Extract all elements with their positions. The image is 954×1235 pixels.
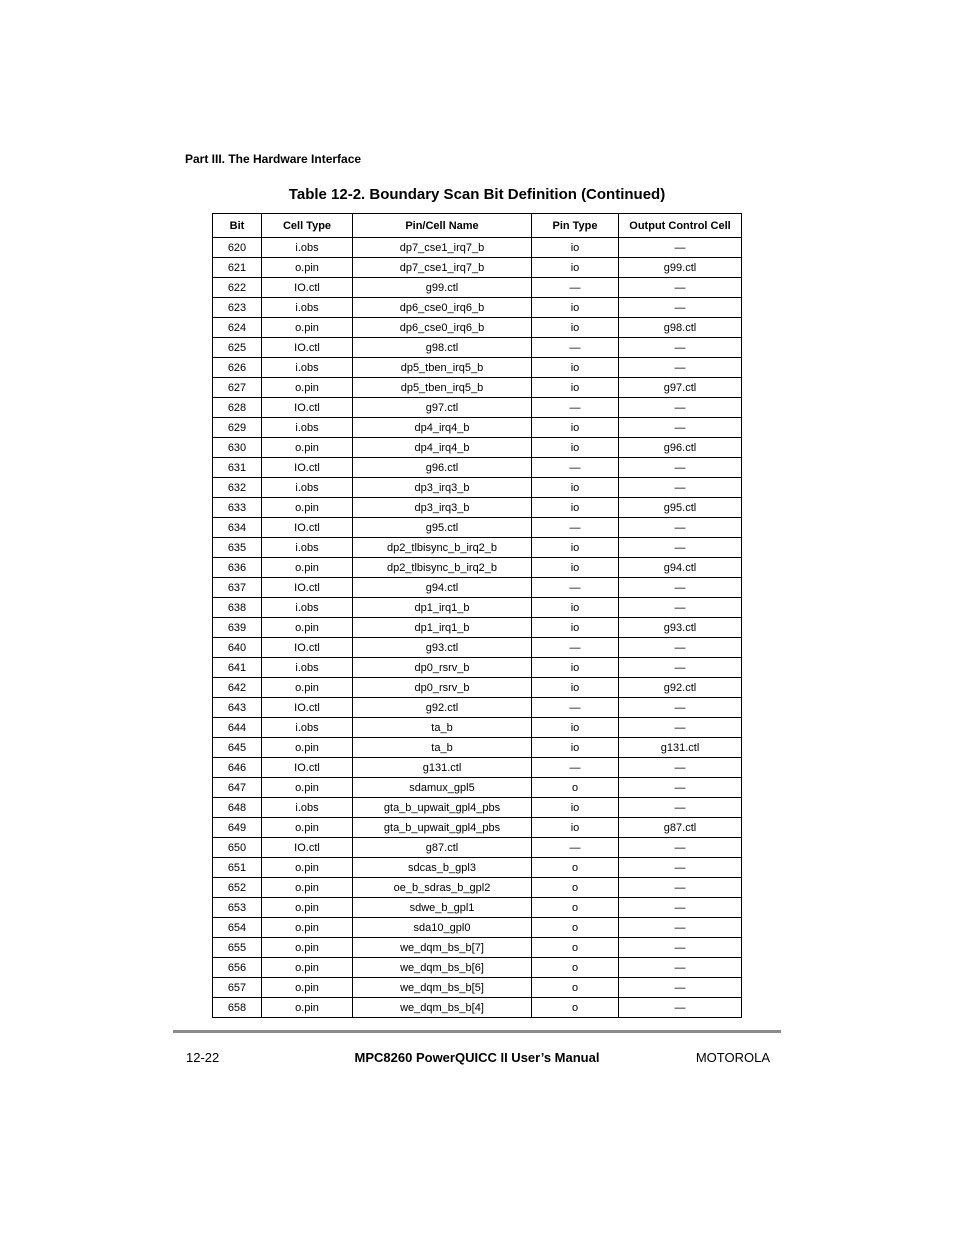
cell-pin-type: o bbox=[532, 858, 619, 878]
cell-type: i.obs bbox=[262, 358, 353, 378]
cell-output-control: — bbox=[619, 598, 742, 618]
column-header-cell-type: Cell Type bbox=[262, 214, 353, 238]
cell-type: IO.ctl bbox=[262, 838, 353, 858]
cell-pin-name: gta_b_upwait_gpl4_pbs bbox=[353, 798, 532, 818]
column-header-pin-type: Pin Type bbox=[532, 214, 619, 238]
cell-pin-name: we_dqm_bs_b[4] bbox=[353, 998, 532, 1018]
cell-output-control: — bbox=[619, 698, 742, 718]
table-row bbox=[213, 678, 742, 698]
cell-type: o.pin bbox=[262, 438, 353, 458]
table-row bbox=[213, 558, 742, 578]
table-row bbox=[213, 418, 742, 438]
footer-page-number: 12-22 bbox=[186, 1050, 220, 1065]
cell-pin-name: dp3_irq3_b bbox=[353, 498, 532, 518]
cell-type: IO.ctl bbox=[262, 518, 353, 538]
cell-type: o.pin bbox=[262, 558, 353, 578]
cell-type: IO.ctl bbox=[262, 578, 353, 598]
cell-pin-type: o bbox=[532, 778, 619, 798]
table-row bbox=[213, 778, 742, 798]
cell-pin-name: g97.ctl bbox=[353, 398, 532, 418]
table-row bbox=[213, 298, 742, 318]
cell-pin-type: io bbox=[532, 478, 619, 498]
cell-type: IO.ctl bbox=[262, 638, 353, 658]
table-row bbox=[213, 658, 742, 678]
cell-pin-name: oe_b_sdras_b_gpl2 bbox=[353, 878, 532, 898]
table-row bbox=[213, 938, 742, 958]
cell-type: o.pin bbox=[262, 618, 353, 638]
cell-pin-type: io bbox=[532, 818, 619, 838]
cell-output-control: — bbox=[619, 298, 742, 318]
cell-bit: 630 bbox=[213, 438, 262, 458]
cell-type: i.obs bbox=[262, 598, 353, 618]
column-header-pin-cell-name: Pin/Cell Name bbox=[353, 214, 532, 238]
table-row bbox=[213, 978, 742, 998]
cell-type: i.obs bbox=[262, 418, 353, 438]
cell-output-control: g98.ctl bbox=[619, 318, 742, 338]
table-row bbox=[213, 438, 742, 458]
cell-pin-type: o bbox=[532, 878, 619, 898]
cell-type: o.pin bbox=[262, 498, 353, 518]
cell-pin-type: — bbox=[532, 398, 619, 418]
cell-bit: 632 bbox=[213, 478, 262, 498]
cell-pin-type: io bbox=[532, 258, 619, 278]
cell-bit: 641 bbox=[213, 658, 262, 678]
cell-pin-name: g93.ctl bbox=[353, 638, 532, 658]
cell-pin-type: io bbox=[532, 798, 619, 818]
cell-pin-type: io bbox=[532, 418, 619, 438]
header-row bbox=[213, 214, 742, 238]
table-row bbox=[213, 258, 742, 278]
cell-pin-name: dp7_cse1_irq7_b bbox=[353, 258, 532, 278]
cell-pin-name: g99.ctl bbox=[353, 278, 532, 298]
cell-type: o.pin bbox=[262, 938, 353, 958]
cell-pin-name: g96.ctl bbox=[353, 458, 532, 478]
cell-pin-type: io bbox=[532, 238, 619, 258]
cell-pin-name: dp4_irq4_b bbox=[353, 438, 532, 458]
cell-pin-type: io bbox=[532, 738, 619, 758]
cell-pin-type: io bbox=[532, 318, 619, 338]
cell-bit: 627 bbox=[213, 378, 262, 398]
cell-type: i.obs bbox=[262, 718, 353, 738]
cell-type: o.pin bbox=[262, 998, 353, 1018]
cell-pin-type: — bbox=[532, 758, 619, 778]
cell-type: o.pin bbox=[262, 818, 353, 838]
column-header-output-control-cell: Output Control Cell bbox=[619, 214, 742, 238]
cell-pin-type: o bbox=[532, 978, 619, 998]
table-row bbox=[213, 498, 742, 518]
table-row bbox=[213, 958, 742, 978]
cell-output-control: — bbox=[619, 418, 742, 438]
table-row bbox=[213, 758, 742, 778]
footer-rule bbox=[173, 1030, 781, 1033]
cell-output-control: — bbox=[619, 398, 742, 418]
table-row bbox=[213, 858, 742, 878]
cell-output-control: — bbox=[619, 798, 742, 818]
cell-pin-name: dp6_cse0_irq6_b bbox=[353, 298, 532, 318]
table-row bbox=[213, 338, 742, 358]
cell-bit: 654 bbox=[213, 918, 262, 938]
cell-pin-name: dp2_tlbisync_b_irq2_b bbox=[353, 538, 532, 558]
cell-pin-type: — bbox=[532, 638, 619, 658]
cell-output-control: g87.ctl bbox=[619, 818, 742, 838]
cell-pin-type: io bbox=[532, 298, 619, 318]
cell-type: o.pin bbox=[262, 258, 353, 278]
table-row bbox=[213, 918, 742, 938]
cell-pin-name: gta_b_upwait_gpl4_pbs bbox=[353, 818, 532, 838]
cell-pin-name: dp1_irq1_b bbox=[353, 598, 532, 618]
cell-output-control: g94.ctl bbox=[619, 558, 742, 578]
cell-bit: 629 bbox=[213, 418, 262, 438]
cell-type: IO.ctl bbox=[262, 758, 353, 778]
cell-type: o.pin bbox=[262, 778, 353, 798]
cell-output-control: g95.ctl bbox=[619, 498, 742, 518]
table-row bbox=[213, 618, 742, 638]
cell-pin-name: dp6_cse0_irq6_b bbox=[353, 318, 532, 338]
cell-pin-type: io bbox=[532, 378, 619, 398]
cell-pin-name: dp0_rsrv_b bbox=[353, 658, 532, 678]
cell-bit: 643 bbox=[213, 698, 262, 718]
cell-type: o.pin bbox=[262, 918, 353, 938]
cell-output-control: — bbox=[619, 958, 742, 978]
cell-bit: 620 bbox=[213, 238, 262, 258]
table-row bbox=[213, 838, 742, 858]
cell-type: IO.ctl bbox=[262, 338, 353, 358]
cell-bit: 650 bbox=[213, 838, 262, 858]
cell-pin-type: io bbox=[532, 358, 619, 378]
cell-bit: 656 bbox=[213, 958, 262, 978]
cell-bit: 655 bbox=[213, 938, 262, 958]
cell-type: o.pin bbox=[262, 978, 353, 998]
cell-type: o.pin bbox=[262, 378, 353, 398]
cell-output-control: — bbox=[619, 938, 742, 958]
table-row bbox=[213, 378, 742, 398]
cell-type: IO.ctl bbox=[262, 278, 353, 298]
boundary-scan-table bbox=[212, 213, 742, 1018]
cell-type: i.obs bbox=[262, 658, 353, 678]
table-row bbox=[213, 518, 742, 538]
cell-pin-name: dp3_irq3_b bbox=[353, 478, 532, 498]
cell-output-control: g131.ctl bbox=[619, 738, 742, 758]
cell-pin-type: io bbox=[532, 538, 619, 558]
cell-pin-name: dp5_tben_irq5_b bbox=[353, 358, 532, 378]
cell-type: o.pin bbox=[262, 898, 353, 918]
cell-pin-name: g131.ctl bbox=[353, 758, 532, 778]
cell-bit: 635 bbox=[213, 538, 262, 558]
cell-pin-type: o bbox=[532, 938, 619, 958]
cell-pin-type: — bbox=[532, 838, 619, 858]
cell-type: i.obs bbox=[262, 478, 353, 498]
cell-bit: 636 bbox=[213, 558, 262, 578]
cell-pin-name: we_dqm_bs_b[6] bbox=[353, 958, 532, 978]
cell-pin-type: io bbox=[532, 658, 619, 678]
cell-pin-name: we_dqm_bs_b[7] bbox=[353, 938, 532, 958]
footer-manual-title: MPC8260 PowerQUICC II User’s Manual bbox=[354, 1050, 600, 1065]
cell-output-control: — bbox=[619, 718, 742, 738]
cell-output-control: — bbox=[619, 538, 742, 558]
cell-output-control: — bbox=[619, 878, 742, 898]
cell-pin-type: — bbox=[532, 518, 619, 538]
cell-bit: 647 bbox=[213, 778, 262, 798]
cell-pin-type: io bbox=[532, 498, 619, 518]
table-row bbox=[213, 358, 742, 378]
cell-bit: 625 bbox=[213, 338, 262, 358]
cell-output-control: — bbox=[619, 278, 742, 298]
cell-bit: 653 bbox=[213, 898, 262, 918]
cell-bit: 624 bbox=[213, 318, 262, 338]
table-row bbox=[213, 698, 742, 718]
cell-bit: 621 bbox=[213, 258, 262, 278]
cell-type: o.pin bbox=[262, 878, 353, 898]
cell-bit: 640 bbox=[213, 638, 262, 658]
cell-type: o.pin bbox=[262, 858, 353, 878]
cell-pin-name: sdwe_b_gpl1 bbox=[353, 898, 532, 918]
cell-type: i.obs bbox=[262, 538, 353, 558]
cell-bit: 622 bbox=[213, 278, 262, 298]
cell-type: IO.ctl bbox=[262, 458, 353, 478]
cell-type: i.obs bbox=[262, 298, 353, 318]
cell-bit: 645 bbox=[213, 738, 262, 758]
cell-bit: 644 bbox=[213, 718, 262, 738]
cell-pin-type: — bbox=[532, 458, 619, 478]
cell-pin-name: dp7_cse1_irq7_b bbox=[353, 238, 532, 258]
cell-bit: 631 bbox=[213, 458, 262, 478]
cell-pin-type: — bbox=[532, 698, 619, 718]
table-row bbox=[213, 578, 742, 598]
cell-bit: 649 bbox=[213, 818, 262, 838]
cell-output-control: — bbox=[619, 658, 742, 678]
table-row bbox=[213, 718, 742, 738]
cell-output-control: — bbox=[619, 898, 742, 918]
table-row bbox=[213, 598, 742, 618]
cell-output-control: — bbox=[619, 578, 742, 598]
cell-bit: 638 bbox=[213, 598, 262, 618]
cell-pin-type: o bbox=[532, 898, 619, 918]
table-title: Table 12-2. Boundary Scan Bit Definition (Continued) bbox=[288, 186, 666, 203]
cell-pin-type: o bbox=[532, 918, 619, 938]
cell-output-control: — bbox=[619, 838, 742, 858]
cell-pin-name: sdcas_b_gpl3 bbox=[353, 858, 532, 878]
cell-pin-name: ta_b bbox=[353, 738, 532, 758]
cell-bit: 658 bbox=[213, 998, 262, 1018]
table-row bbox=[213, 798, 742, 818]
cell-output-control: — bbox=[619, 998, 742, 1018]
cell-pin-name: sda10_gpl0 bbox=[353, 918, 532, 938]
cell-bit: 637 bbox=[213, 578, 262, 598]
cell-bit: 652 bbox=[213, 878, 262, 898]
cell-pin-name: sdamux_gpl5 bbox=[353, 778, 532, 798]
cell-output-control: g93.ctl bbox=[619, 618, 742, 638]
cell-pin-name: we_dqm_bs_b[5] bbox=[353, 978, 532, 998]
cell-bit: 646 bbox=[213, 758, 262, 778]
cell-output-control: g99.ctl bbox=[619, 258, 742, 278]
cell-pin-type: io bbox=[532, 438, 619, 458]
cell-pin-name: dp0_rsrv_b bbox=[353, 678, 532, 698]
cell-output-control: — bbox=[619, 638, 742, 658]
part-header: Part III. The Hardware Interface bbox=[185, 152, 362, 166]
cell-pin-type: io bbox=[532, 718, 619, 738]
cell-bit: 651 bbox=[213, 858, 262, 878]
cell-output-control: — bbox=[619, 778, 742, 798]
cell-type: i.obs bbox=[262, 798, 353, 818]
cell-pin-type: io bbox=[532, 558, 619, 578]
table-row bbox=[213, 398, 742, 418]
cell-output-control: — bbox=[619, 358, 742, 378]
cell-pin-name: dp2_tlbisync_b_irq2_b bbox=[353, 558, 532, 578]
cell-bit: 633 bbox=[213, 498, 262, 518]
table-row bbox=[213, 878, 742, 898]
table-row bbox=[213, 318, 742, 338]
cell-type: IO.ctl bbox=[262, 398, 353, 418]
column-header-bit: Bit bbox=[213, 214, 262, 238]
table-header bbox=[213, 214, 742, 238]
table-row bbox=[213, 458, 742, 478]
cell-pin-name: dp1_irq1_b bbox=[353, 618, 532, 638]
cell-type: o.pin bbox=[262, 318, 353, 338]
cell-pin-type: io bbox=[532, 678, 619, 698]
table-row bbox=[213, 638, 742, 658]
cell-pin-name: g92.ctl bbox=[353, 698, 532, 718]
cell-output-control: — bbox=[619, 478, 742, 498]
cell-pin-type: io bbox=[532, 618, 619, 638]
cell-output-control: — bbox=[619, 758, 742, 778]
table-row bbox=[213, 898, 742, 918]
table-row bbox=[213, 278, 742, 298]
cell-type: i.obs bbox=[262, 238, 353, 258]
footer-company: MOTOROLA bbox=[695, 1050, 770, 1065]
cell-pin-name: dp4_irq4_b bbox=[353, 418, 532, 438]
table-row bbox=[213, 478, 742, 498]
cell-pin-name: g94.ctl bbox=[353, 578, 532, 598]
table-row bbox=[213, 818, 742, 838]
cell-type: o.pin bbox=[262, 678, 353, 698]
cell-output-control: — bbox=[619, 238, 742, 258]
cell-pin-type: — bbox=[532, 578, 619, 598]
cell-bit: 628 bbox=[213, 398, 262, 418]
cell-output-control: g96.ctl bbox=[619, 438, 742, 458]
cell-type: o.pin bbox=[262, 958, 353, 978]
cell-pin-name: ta_b bbox=[353, 718, 532, 738]
cell-pin-type: o bbox=[532, 998, 619, 1018]
cell-output-control: — bbox=[619, 518, 742, 538]
cell-type: o.pin bbox=[262, 738, 353, 758]
cell-type: IO.ctl bbox=[262, 698, 353, 718]
table-row bbox=[213, 998, 742, 1018]
cell-output-control: — bbox=[619, 458, 742, 478]
cell-pin-type: — bbox=[532, 338, 619, 358]
cell-bit: 657 bbox=[213, 978, 262, 998]
cell-output-control: — bbox=[619, 978, 742, 998]
cell-output-control: — bbox=[619, 858, 742, 878]
cell-output-control: g92.ctl bbox=[619, 678, 742, 698]
table-row bbox=[213, 738, 742, 758]
table-row bbox=[213, 538, 742, 558]
cell-output-control: — bbox=[619, 338, 742, 358]
cell-pin-name: g95.ctl bbox=[353, 518, 532, 538]
cell-bit: 626 bbox=[213, 358, 262, 378]
cell-bit: 648 bbox=[213, 798, 262, 818]
cell-bit: 639 bbox=[213, 618, 262, 638]
cell-output-control: g97.ctl bbox=[619, 378, 742, 398]
table-body bbox=[213, 238, 742, 1018]
cell-bit: 623 bbox=[213, 298, 262, 318]
cell-pin-name: g98.ctl bbox=[353, 338, 532, 358]
cell-pin-type: io bbox=[532, 598, 619, 618]
cell-pin-type: o bbox=[532, 958, 619, 978]
cell-bit: 642 bbox=[213, 678, 262, 698]
table-row bbox=[213, 238, 742, 258]
cell-bit: 634 bbox=[213, 518, 262, 538]
cell-pin-type: — bbox=[532, 278, 619, 298]
cell-output-control: — bbox=[619, 918, 742, 938]
cell-pin-name: g87.ctl bbox=[353, 838, 532, 858]
cell-pin-name: dp5_tben_irq5_b bbox=[353, 378, 532, 398]
